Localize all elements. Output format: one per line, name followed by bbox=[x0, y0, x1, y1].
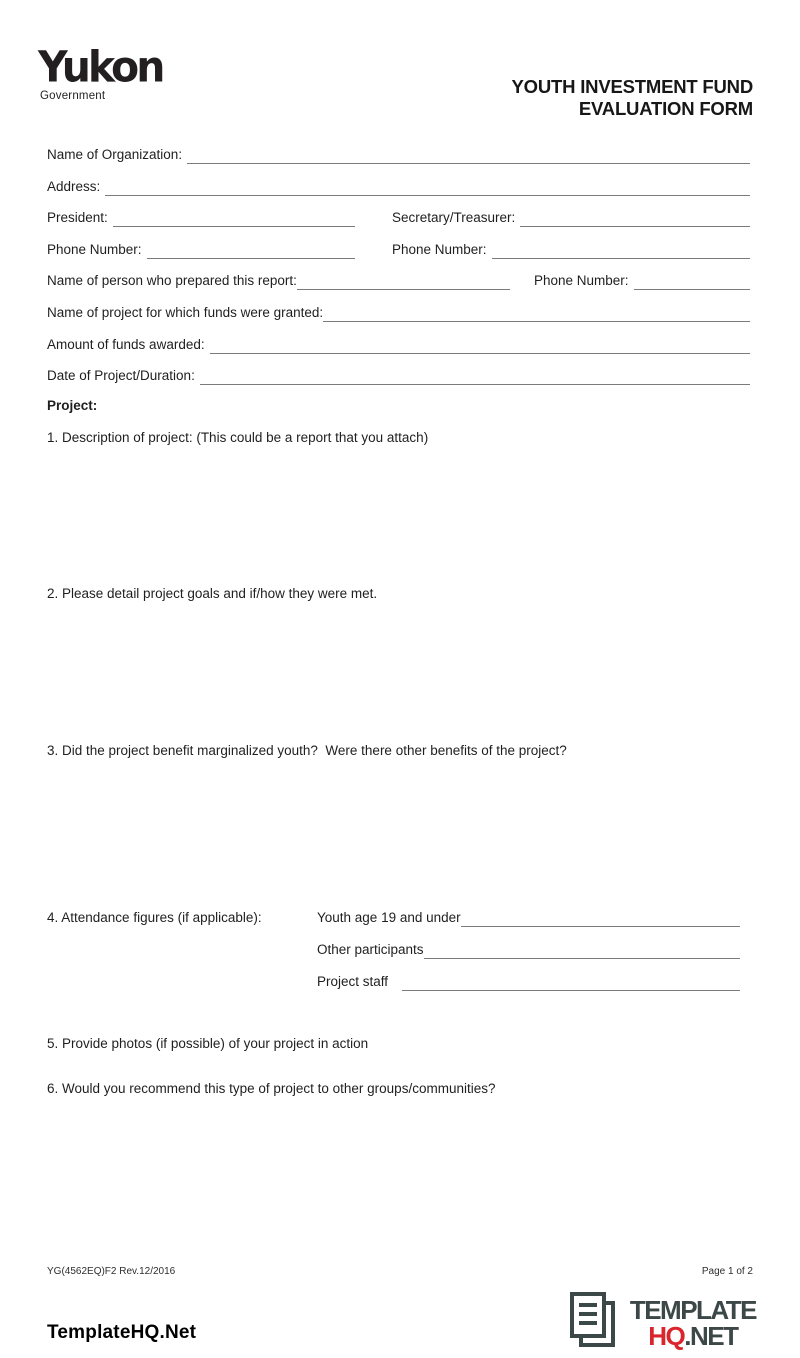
question-5: 5. Provide photos (if possible) of your project in action bbox=[47, 1036, 369, 1051]
yukon-logo-subtext: Government bbox=[40, 90, 106, 102]
preparer-phone-input-line[interactable] bbox=[634, 273, 750, 290]
templatehq-watermark: TemplateHQ.Net bbox=[47, 1322, 197, 1343]
project-name-label: Name of project for which funds were granted: bbox=[47, 305, 324, 320]
amount-input-line[interactable] bbox=[210, 337, 750, 354]
attendance-other-row bbox=[317, 941, 740, 959]
preparer-label: Name of person who prepared this report: bbox=[47, 273, 297, 288]
phone-right-label: Phone Number: bbox=[392, 242, 487, 257]
secretary-treasurer-input-line[interactable] bbox=[520, 210, 750, 227]
templatehq-logo-template: TEMPLATE bbox=[629, 1294, 756, 1325]
preparer-input-line[interactable] bbox=[297, 273, 510, 290]
attendance-staff-label: Project staff bbox=[317, 974, 389, 989]
question-6: 6. Would you recommend this type of project to other groups/communities? bbox=[47, 1081, 496, 1096]
attendance-other-label: Other participants bbox=[317, 942, 424, 957]
field-amount bbox=[47, 336, 750, 354]
president-label: President: bbox=[47, 210, 108, 225]
form-title-line-2: EVALUATION FORM bbox=[578, 98, 753, 119]
templatehq-logo bbox=[567, 1291, 756, 1354]
date-duration-label: Date of Project/Duration: bbox=[47, 368, 195, 383]
project-section-heading: Project: bbox=[47, 398, 98, 413]
field-preparer bbox=[47, 272, 750, 290]
yukon-government-logo bbox=[38, 41, 163, 103]
document-stack-icon bbox=[567, 1291, 623, 1354]
amount-label: Amount of funds awarded: bbox=[47, 337, 205, 352]
footer-form-code: YG(4562EQ)F2 Rev.12/2016 bbox=[47, 1266, 176, 1277]
field-organization bbox=[47, 146, 750, 164]
form-title-line-1: YOUTH INVESTMENT FUND bbox=[511, 76, 753, 97]
templatehq-logo-hqnet bbox=[630, 1320, 756, 1351]
attendance-staff-input-line[interactable] bbox=[402, 974, 740, 991]
organization-label: Name of Organization: bbox=[47, 147, 183, 162]
footer-page-number: Page 1 of 2 bbox=[701, 1266, 753, 1277]
field-project-name bbox=[47, 304, 750, 322]
question-3: 3. Did the project benefit marginalized youth? Were there other benefits of the project? bbox=[47, 743, 567, 758]
field-address bbox=[47, 178, 750, 196]
president-input-line[interactable] bbox=[113, 210, 355, 227]
templatehq-logo-net: .NET bbox=[684, 1320, 738, 1351]
question-2: 2. Please detail project goals and if/how they were met. bbox=[47, 586, 378, 601]
secretary-treasurer-label: Secretary/Treasurer: bbox=[392, 210, 516, 225]
attendance-other-input-line[interactable] bbox=[424, 942, 740, 959]
field-phone-numbers bbox=[47, 241, 750, 259]
address-label: Address: bbox=[47, 179, 101, 194]
question-4: 4. Attendance figures (if applicable): bbox=[47, 910, 262, 925]
field-president-secretary bbox=[47, 209, 750, 227]
phone-right-input-line[interactable] bbox=[492, 242, 750, 259]
address-input-line[interactable] bbox=[105, 179, 750, 196]
attendance-youth-input-line[interactable] bbox=[461, 910, 740, 927]
templatehq-logo-text bbox=[629, 1294, 756, 1351]
question-1: 1. Description of project: (This could be a report that you attach) bbox=[47, 430, 429, 445]
templatehq-logo-hq: HQ bbox=[648, 1320, 685, 1351]
attendance-youth-row bbox=[317, 909, 740, 927]
organization-input-line[interactable] bbox=[187, 147, 750, 164]
attendance-youth-label: Youth age 19 and under bbox=[317, 910, 461, 925]
preparer-phone-label: Phone Number: bbox=[534, 273, 629, 288]
yukon-logo-wordmark: Yukon bbox=[38, 41, 163, 93]
attendance-staff-row bbox=[317, 973, 740, 991]
phone-left-input-line[interactable] bbox=[147, 242, 355, 259]
form-title bbox=[512, 76, 753, 120]
date-duration-input-line[interactable] bbox=[200, 368, 750, 385]
field-date-duration bbox=[47, 367, 750, 385]
phone-left-label: Phone Number: bbox=[47, 242, 142, 257]
project-name-input-line[interactable] bbox=[323, 305, 750, 322]
